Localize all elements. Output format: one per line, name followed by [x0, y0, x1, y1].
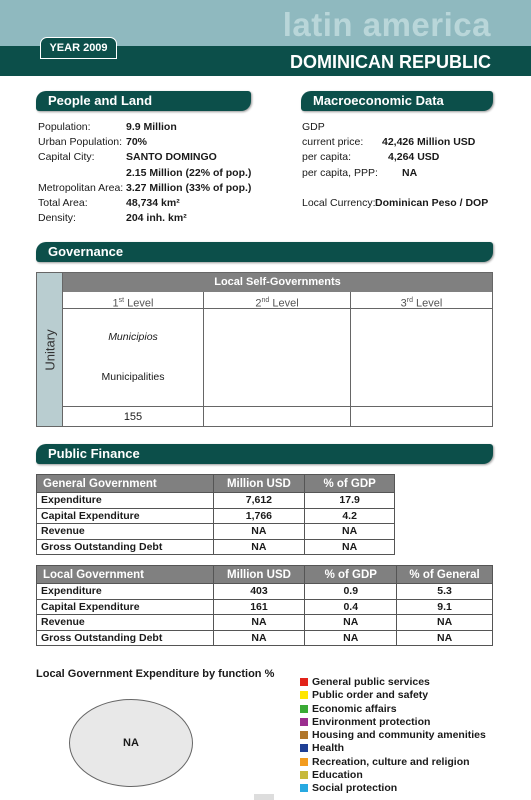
- local-government-col-header: Million USD: [213, 566, 305, 584]
- governance-type-label: Unitary: [42, 328, 57, 371]
- level-column-3: [351, 292, 492, 426]
- local-government-cell: 9.1: [397, 599, 493, 615]
- general-government-col-header: Million USD: [213, 475, 305, 493]
- governance-table: [36, 272, 493, 427]
- macro-label: per capita, PPP:: [302, 166, 378, 179]
- general-government-row-label: Expenditure: [37, 493, 214, 509]
- legend-label: Education: [312, 769, 363, 782]
- public-finance-heading: Public Finance: [36, 444, 493, 464]
- legend-item: [300, 729, 486, 742]
- people-land-value: 70%: [126, 136, 148, 149]
- local-government-col-header: Local Government: [37, 566, 214, 584]
- local-government-cell: NA: [397, 630, 493, 646]
- legend-swatch: [300, 691, 308, 699]
- legend-swatch: [300, 678, 308, 686]
- general-government-col-header: % of GDP: [305, 475, 395, 493]
- legend-label: Recreation, culture and religion: [312, 755, 470, 768]
- level-header: [204, 292, 350, 309]
- macro-value: 4,264 USD: [388, 151, 440, 164]
- level-unit-count: [351, 406, 492, 426]
- macro-label: per capita:: [302, 151, 352, 164]
- general-government-cell: NA: [305, 524, 395, 540]
- level-word: Level: [124, 297, 154, 310]
- legend-item: [300, 676, 486, 689]
- general-government-cell: 1,766: [213, 508, 305, 524]
- legend-item: [300, 769, 486, 782]
- region-title: latin america: [282, 6, 491, 43]
- legend-item: [300, 742, 486, 755]
- general-government-row-label: Revenue: [37, 524, 214, 540]
- level-word: Level: [269, 297, 299, 310]
- people-land-label: Urban Population:: [38, 136, 123, 149]
- local-government-table: [36, 565, 493, 646]
- legend-item: [300, 716, 486, 729]
- macro-list: [302, 120, 502, 230]
- legend-label: Health: [312, 742, 345, 755]
- general-government-cell: 4.2: [305, 508, 395, 524]
- legend-label: Housing and community amenities: [312, 729, 486, 742]
- local-government-cell: NA: [305, 630, 397, 646]
- level-number: 1: [112, 297, 119, 310]
- expenditure-legend: [300, 676, 486, 796]
- macro-value: 42,426 Million USD: [382, 136, 476, 149]
- people-land-label: Total Area:: [38, 197, 88, 209]
- legend-label: Environment protection: [312, 715, 431, 728]
- year-tab: YEAR 2009: [40, 37, 117, 59]
- general-government-table: [36, 474, 395, 555]
- table-row: [37, 524, 395, 540]
- legend-label: Economic affairs: [312, 702, 397, 715]
- table-row: [37, 493, 395, 509]
- people-land-value: SANTO DOMINGO: [126, 151, 217, 164]
- general-government-row-label: Capital Expenditure: [37, 508, 214, 524]
- people-land-value: 3.27 Million (33% of pop.): [126, 181, 252, 194]
- local-government-cell: 161: [213, 599, 305, 615]
- governance-type-side: [37, 273, 63, 426]
- local-government-row-label: Gross Outstanding Debt: [37, 630, 214, 646]
- general-government-cell: 7,612: [213, 493, 305, 509]
- macro-value: NA: [402, 166, 418, 179]
- legend-item: [300, 689, 486, 702]
- local-government-cell: NA: [305, 615, 397, 631]
- macro-heading: Macroeconomic Data: [301, 91, 493, 111]
- legend-item: [300, 756, 486, 769]
- macro-label: current price:: [302, 136, 364, 149]
- local-government-cell: 5.3: [397, 584, 493, 600]
- people-land-value: 204 inh. km²: [126, 212, 187, 225]
- general-government-cell: NA: [305, 539, 395, 555]
- legend-swatch: [300, 731, 308, 739]
- self-governments-header: Local Self-Governments: [63, 273, 492, 292]
- general-government-col-header: General Government: [37, 475, 214, 493]
- people-land-label: Metropolitan Area:: [38, 181, 124, 194]
- level-local-name: Municipios: [108, 331, 158, 343]
- local-government-cell: 0.9: [305, 584, 397, 600]
- legend-swatch: [300, 758, 308, 766]
- local-government-cell: 403: [213, 584, 305, 600]
- level-number: 3: [400, 297, 407, 310]
- people-land-label: Density:: [38, 212, 76, 225]
- legend-swatch: [300, 718, 308, 726]
- currency-label: Local Currency:: [302, 197, 376, 209]
- people-land-value: 9.9 Million: [126, 121, 177, 133]
- table-row: [37, 584, 493, 600]
- level-word: Level: [413, 297, 443, 310]
- legend-label: Public order and safety: [312, 689, 429, 702]
- legend-label: General public services: [312, 676, 430, 688]
- expenditure-chart-title: Local Government Expenditure by function %: [36, 668, 275, 680]
- gdp-label: GDP: [302, 121, 325, 133]
- general-government-cell: 17.9: [305, 493, 395, 509]
- level-column-2: [204, 292, 351, 426]
- local-government-cell: NA: [397, 615, 493, 631]
- table-row: [37, 615, 493, 631]
- expenditure-pie: [69, 699, 193, 787]
- people-land-value: 2.15 Million (22% of pop.): [126, 166, 252, 179]
- level-header: [351, 292, 492, 309]
- country-title: DOMINICAN REPUBLIC: [290, 52, 491, 72]
- general-government-cell: NA: [213, 524, 305, 540]
- legend-swatch: [300, 784, 308, 792]
- general-government-row-label: Gross Outstanding Debt: [37, 539, 214, 555]
- level-ordinal: rd: [406, 297, 413, 304]
- legend-swatch: [300, 705, 308, 713]
- legend-label: Social protection: [312, 782, 398, 795]
- people-land-value: 48,734 km²: [126, 197, 180, 209]
- local-government-row-label: Revenue: [37, 615, 214, 631]
- table-row: [37, 630, 493, 646]
- pie-na-label: NA: [123, 737, 139, 749]
- local-government-col-header: % of GDP: [305, 566, 397, 584]
- people-land-list: [38, 120, 298, 230]
- level-number: 2: [255, 297, 262, 310]
- local-government-col-header: % of General: [397, 566, 493, 584]
- level-unit-count: [204, 406, 350, 426]
- currency-value: Dominican Peso / DOP: [375, 197, 489, 209]
- level-header: [63, 292, 203, 309]
- governance-heading: Governance: [36, 242, 493, 262]
- people-land-label: Capital City:: [38, 151, 95, 164]
- level-ordinal: nd: [261, 297, 270, 304]
- local-government-row-label: Expenditure: [37, 584, 214, 600]
- general-government-cell: NA: [213, 539, 305, 555]
- people-land-label: Population:: [38, 121, 91, 133]
- legend-swatch: [300, 744, 308, 752]
- table-row: [37, 539, 395, 555]
- legend-item: [300, 703, 486, 716]
- legend-item: [300, 782, 486, 795]
- footer-mark: [254, 794, 274, 800]
- local-government-cell: NA: [213, 615, 305, 631]
- level-ordinal: st: [118, 297, 125, 304]
- local-government-row-label: Capital Expenditure: [37, 599, 214, 615]
- level-column-1: [63, 292, 204, 426]
- level-unit-count: 155: [63, 406, 203, 426]
- people-land-heading: People and Land: [36, 91, 251, 111]
- level-english-name: Municipalities: [101, 371, 165, 383]
- local-government-cell: 0.4: [305, 599, 397, 615]
- legend-swatch: [300, 771, 308, 779]
- local-government-cell: NA: [213, 630, 305, 646]
- table-row: [37, 599, 493, 615]
- table-row: [37, 508, 395, 524]
